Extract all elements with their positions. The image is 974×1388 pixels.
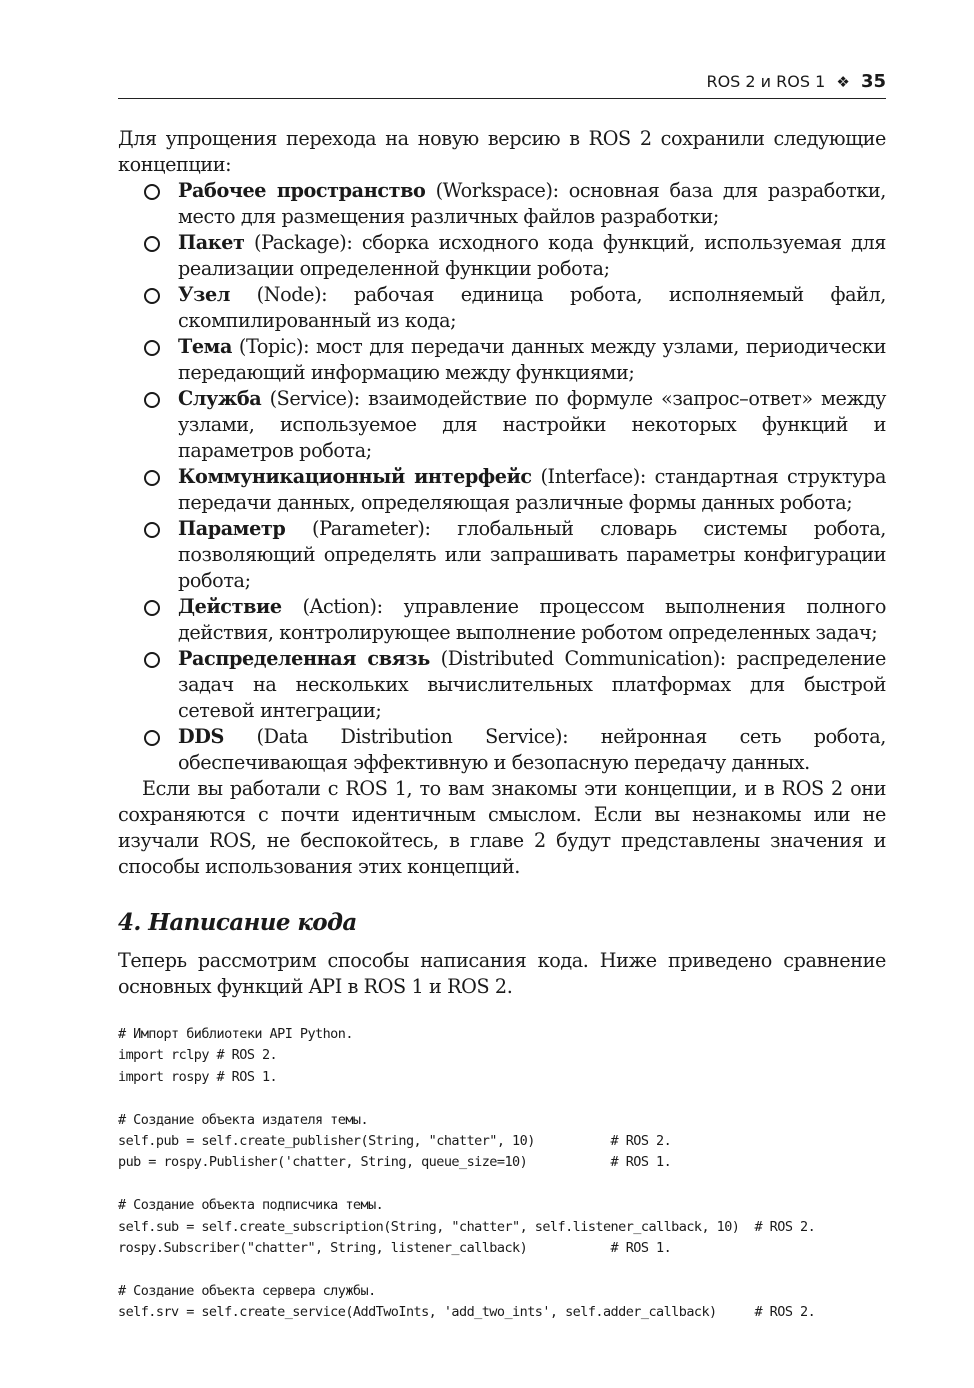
code-line: import rclpy # ROS 2.: [118, 1047, 278, 1064]
concept-description: (Distributed Communication): распределение задач на нескольких вычислительных платформах для быстрой сетевой интеграции;: [178, 647, 886, 722]
list-item: [118, 646, 886, 724]
code-line: # Создание объекта издателя темы.: [118, 1111, 369, 1128]
list-item: [118, 178, 886, 230]
concept-description: (Node): рабочая единица робота, исполняемый файл, скомпилированный из кода;: [178, 283, 886, 332]
concept-description: (Service): взаимодействие по формуле «запрос–ответ» между узлами, используемое для настройки некоторых функций и параметров робота;: [178, 387, 886, 462]
code-line: self.pub = self.create_publisher(String, "chatter", 10) # ROS 2.: [118, 1133, 672, 1150]
concept-term: Узел: [178, 283, 230, 306]
circle-bullet-icon: [144, 392, 160, 408]
concept-term: Служба: [178, 387, 262, 410]
running-header: [118, 70, 886, 99]
section-heading: 4. Написание кода: [118, 909, 357, 936]
concept-description: (Topic): мост для передачи данных между узлами, периодически передающий информацию между функциями;: [178, 335, 886, 384]
code-line: rospy.Subscriber("chatter", String, listener_callback) # ROS 1.: [118, 1240, 672, 1257]
concepts-list: [118, 178, 886, 776]
circle-bullet-icon: [144, 288, 160, 304]
page-number: 35: [860, 71, 886, 92]
concept-description: (Action): управление процессом выполнения полного действия, контролирующее выполнение роботом определенных задач;: [178, 595, 886, 644]
concept-description: (Package): сборка исходного кода функций, используемая для реализации определенной функции робота;: [178, 231, 886, 280]
concept-term: Тема: [178, 335, 232, 358]
concept-term: Параметр: [178, 517, 286, 540]
concept-term: DDS: [178, 725, 224, 748]
code-line: # Создание объекта сервера службы.: [118, 1282, 376, 1299]
concept-term: Действие: [178, 595, 282, 618]
list-item: [118, 386, 886, 464]
code-line: import rospy # ROS 1.: [118, 1068, 278, 1085]
circle-bullet-icon: [144, 600, 160, 616]
concept-term: Коммуникационный интерфейс: [178, 465, 532, 488]
circle-bullet-icon: [144, 730, 160, 746]
code-line: self.srv = self.create_service(AddTwoInts, 'add_two_ints', self.adder_callback) # ROS 2.: [118, 1304, 816, 1321]
list-item: [118, 464, 886, 516]
concept-description: (Data Distribution Service): нейронная сеть робота, обеспечивающая эффективную и безопасную передачу данных.: [178, 725, 886, 774]
code-line: [118, 1174, 886, 1195]
code-line: pub = rospy.Publisher('chatter, String, queue_size=10) # ROS 1.: [118, 1154, 672, 1171]
concept-term: Пакет: [178, 231, 245, 254]
circle-bullet-icon: [144, 522, 160, 538]
list-item: [118, 334, 886, 386]
list-item: [118, 594, 886, 646]
after-list-paragraph: Если вы работали с ROS 1, то вам знакомы эти концепции, и в ROS 2 они сохраняются с почти идентичным смыслом. Если вы незнакомы или не изучали ROS, не беспокойтесь, в главе 2 будут представлены значения и способы использования этих концепций.: [118, 777, 886, 878]
circle-bullet-icon: [144, 184, 160, 200]
diamond-ornament-icon: ❖: [836, 73, 850, 91]
code-line: # Создание объекта подписчика темы.: [118, 1197, 384, 1214]
code-line: [118, 1088, 886, 1109]
concept-term: Рабочее пространство: [178, 179, 426, 202]
section-paragraph: Теперь рассмотрим способы написания кода. Ниже приведено сравнение основных функций API в ROS 1 и ROS 2.: [118, 949, 886, 998]
page-body: [118, 126, 886, 1324]
circle-bullet-icon: [144, 652, 160, 668]
list-item: [118, 282, 886, 334]
circle-bullet-icon: [144, 236, 160, 252]
circle-bullet-icon: [144, 470, 160, 486]
code-listing: [118, 1024, 886, 1324]
concept-term: Распределенная связь: [178, 647, 430, 670]
code-line: [118, 1259, 886, 1280]
running-title: ROS 2 и ROS 1: [706, 72, 826, 91]
list-item: [118, 516, 886, 594]
list-item: [118, 724, 886, 776]
code-line: # Импорт библиотеки API Python.: [118, 1026, 353, 1042]
circle-bullet-icon: [144, 340, 160, 356]
concept-description: (Interface): стандартная структура передачи данных, определяющая различные формы данных робота;: [178, 465, 886, 514]
list-item: [118, 230, 886, 282]
intro-paragraph: Для упрощения перехода на новую версию в ROS 2 сохранили следующие концепции:: [118, 127, 886, 176]
code-line: self.sub = self.create_subscription(String, "chatter", self.listener_callback, 10) # ROS 2.: [118, 1218, 816, 1235]
concept-description: (Workspace): основная база для разработки, место для размещения различных файлов разработки;: [178, 179, 886, 228]
concept-description: (Parameter): глобальный словарь системы робота, позволяющий определять или запрашивать параметры конфигурации робота;: [178, 517, 886, 592]
